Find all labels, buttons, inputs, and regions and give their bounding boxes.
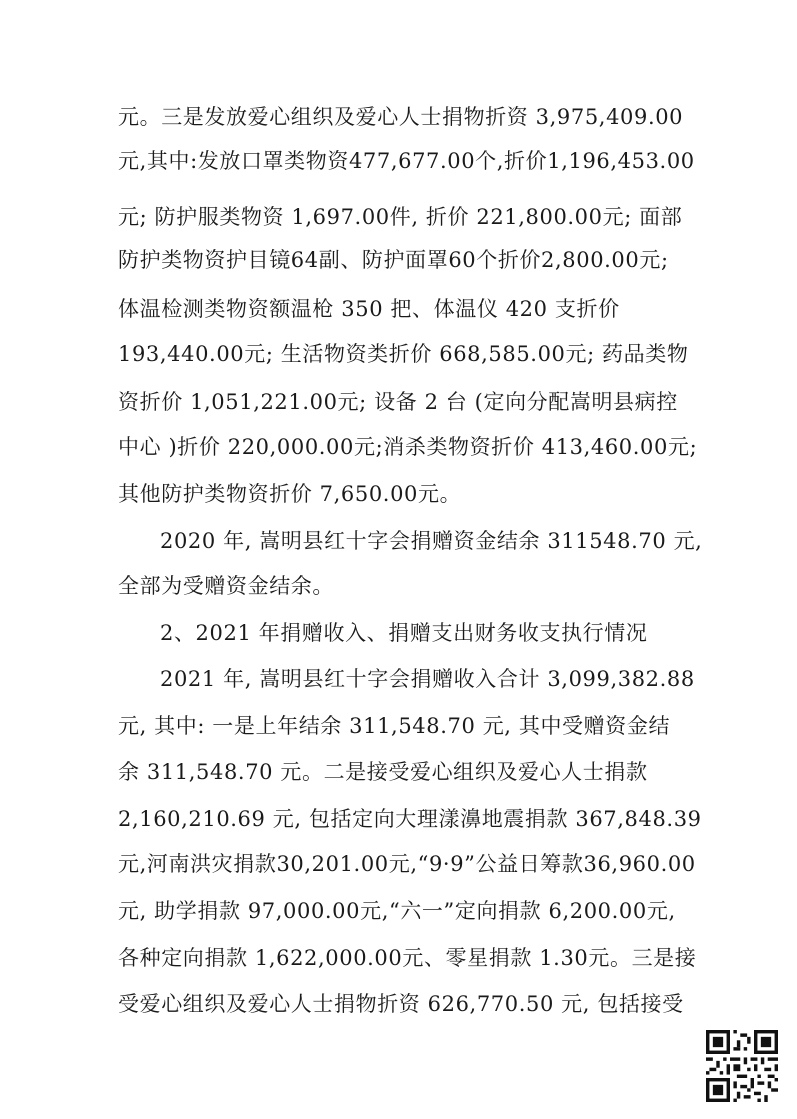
text-line: 2021 年, 嵩明县红十字会捐赠收入合计 3,099,382.88 [160, 667, 695, 691]
text-line: 其他防护类物资折价 7,650.00元。 [118, 482, 462, 506]
text-line: 193,440.00元; 生活物资类折价 668,585.00元; 药品类物 [118, 342, 689, 366]
text-line: 各种定向捐款 1,622,000.00元、零星捐款 1.30元。三是接 [118, 946, 697, 970]
text-line: 防护类物资护目镜64副、防护面罩60个折价2,800.00元; [118, 248, 669, 272]
text-line: 中心 )折价 220,000.00元;消杀类物资折价 413,460.00元; [118, 435, 698, 459]
text-line: 2,160,210.69 元, 包括定向大理漾濞地震捐款 367,848.39 [118, 807, 702, 831]
text-line: 元, 其中: 一是上年结余 311,548.70 元, 其中受赠资金结 [118, 714, 671, 738]
text-line: 元; 防护服类物资 1,697.00件, 折价 221,800.00元; 面部 [118, 205, 683, 229]
text-line: 资折价 1,051,221.00元; 设备 2 台 (定向分配嵩明县病控 [118, 390, 678, 414]
text-line: 体温检测类物资额温枪 350 把、体温仪 420 支折价 [118, 297, 620, 321]
text-line: 元, 助学捐款 97,000.00元,“六一”定向捐款 6,200.00元, [118, 899, 676, 923]
text-line: 余 311,548.70 元。二是接受爱心组织及爱心人士捐款 [118, 760, 648, 784]
text-line: 元,河南洪灾捐款30,201.00元,“9·9”公益日筹款36,960.00 [118, 852, 696, 876]
text-line: 全部为受赠资金结余。 [118, 574, 334, 598]
text-line: 2020 年, 嵩明县红十字会捐赠资金结余 311548.70 元, [160, 529, 703, 553]
text-line: 元,其中:发放口罩类物资477,677.00个,折价1,196,453.00 [118, 149, 695, 173]
text-line: 元。三是发放爱心组织及爱心人士捐物折资 3,975,409.00 [118, 105, 684, 129]
qr-code-icon [706, 1030, 778, 1102]
section-heading: 2、2021 年捐赠收入、捐赠支出财务收支执行情况 [160, 621, 648, 645]
text-line: 受爱心组织及爱心人士捐物折资 626,770.50 元, 包括接受 [118, 992, 684, 1016]
